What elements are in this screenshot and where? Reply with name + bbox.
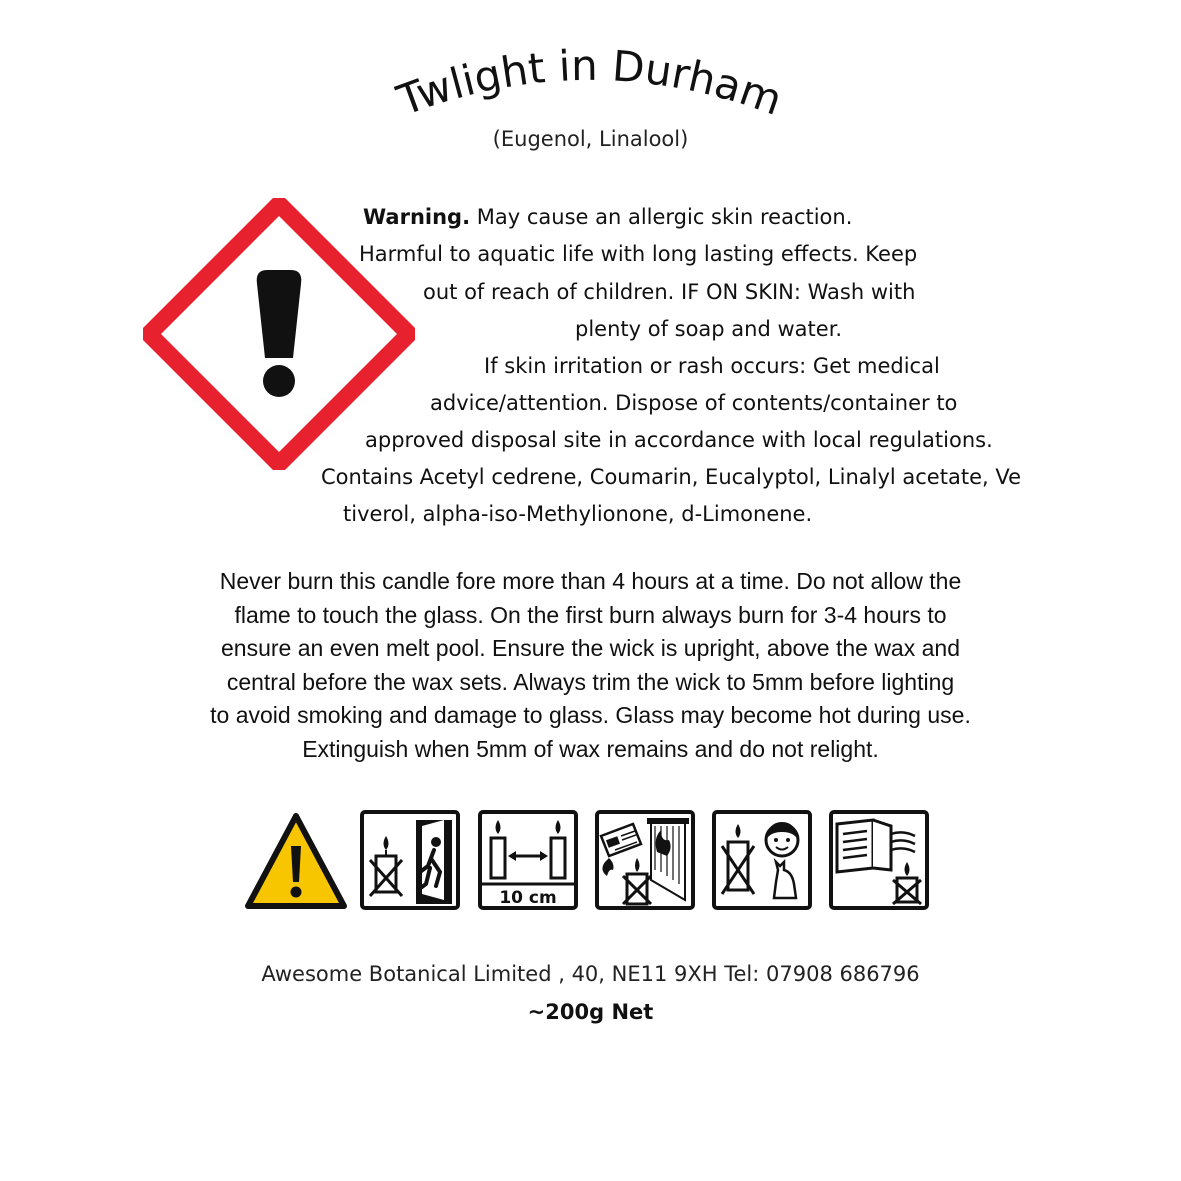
never-leave-unattended-icon [360,810,460,910]
warning-line-1: Warning. May cause an allergic skin reaction. [363,205,853,229]
instruction-line: to avoid smoking and damage to glass. Glass may become hot during use. [210,702,971,728]
distance-10cm-icon [478,810,578,910]
company-address: Awesome Botanical Limited , 40, NE11 9XH Tel: 07908 686796 [261,962,920,986]
instruction-line: central before the wax sets. Always trim the wick to 5mm before lighting [226,668,955,695]
warning-label: Warning. [363,205,471,229]
warning-line-4: plenty of soap and water. [575,317,843,341]
instruction-line: ensure an even melt pool. Ensure the wick is upright, above the wax and [221,635,960,661]
keep-from-children-pets-icon [712,810,812,910]
warning-line-3: out of reach of children. IF ON SKIN: Wash with [423,280,916,304]
distance-label: 10 cm [499,888,557,908]
warning-line-6: advice/attention. Dispose of contents/container to [430,391,958,415]
burn-instructions [120,565,1061,766]
warning-line-9: tiverol, alpha-iso-Methylionone, d-Limonene. [343,502,813,526]
warning-line-5: If skin irritation or rash occurs: Get medical [484,354,940,378]
warning-triangle-icon [243,810,349,910]
warning-line-2: Harmful to aquatic life with long lasting effects. Keep [359,242,918,266]
ingredients-subtitle: (Eugenol, Linalool) [492,127,689,151]
keep-from-flammables-icon [595,810,695,910]
instruction-line: flame to touch the glass. On the first burn always burn for 3-4 hours to [234,601,947,628]
svg-text:Twlight in Durham [390,41,788,126]
net-weight: ~200g Net [527,1000,654,1024]
warning-line-7: approved disposal site in accordance with local regulations. [365,428,993,452]
instruction-line: Extinguish when 5mm of wax remains and do not relight. [302,735,879,762]
read-instructions-icon [829,810,929,910]
instruction-line: Never burn this candle fore more than 4 hours at a time. Do not allow the [219,568,962,594]
title-text: Twlight in Durham [391,40,789,126]
warning-line-8: Contains Acetyl cedrene, Coumarin, Eucalyptol, Linalyl acetate, Ve [321,465,1021,489]
